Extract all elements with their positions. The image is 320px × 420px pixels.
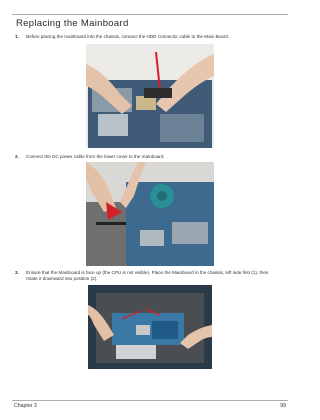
step-1-photo: [86, 44, 214, 148]
step-3-illustration: [88, 285, 212, 369]
footer-chapter: Chapter 3: [14, 403, 37, 409]
header-rule: [12, 14, 288, 15]
step-3-number: 3.: [15, 270, 19, 275]
step-2-text: Connect the DC power cable from the lower cover to the mainboard.: [26, 154, 165, 159]
step-2: [15, 154, 274, 160]
step-1: [15, 34, 274, 40]
step-2-illustration: [86, 162, 214, 266]
step-1-text: Before placing the mainboard into the chassis, connect the HDD connector cable to the Main Board.: [26, 34, 230, 39]
step-3: [15, 270, 274, 282]
footer-rule: [12, 400, 288, 401]
step-2-number: 2.: [15, 154, 19, 159]
page-title: Replacing the Mainboard: [16, 18, 129, 29]
step-2-photo: [86, 162, 214, 266]
step-1-number: 1.: [15, 34, 19, 39]
footer-page-number: 99: [280, 403, 286, 409]
step-3-text: Ensure that the Mainboard is face up (the CPU is not visible). Place the Mainboard in the chassis, left side first (1), then rotate it downward into position (2).: [26, 270, 269, 281]
step-1-illustration: [86, 44, 214, 148]
step-3-photo: [88, 285, 212, 369]
